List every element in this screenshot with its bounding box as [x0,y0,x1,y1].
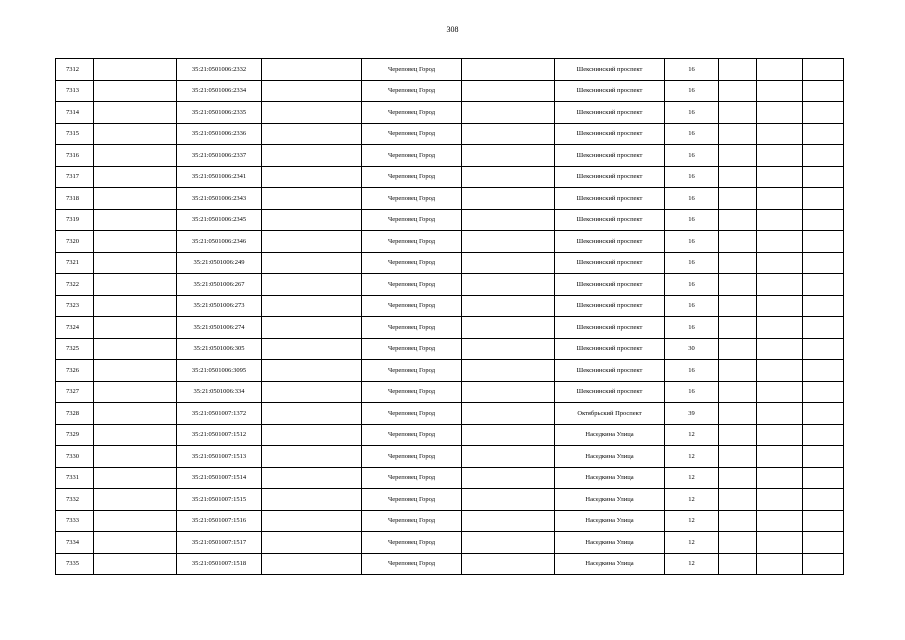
house-number-cell: 16 [665,102,719,124]
empty-cell [803,188,844,210]
empty-cell [719,295,757,317]
empty-cell [803,489,844,511]
empty-cell [719,252,757,274]
cadastral-number-cell: 35:21:0501007:1517 [177,532,262,554]
table-row [56,145,844,167]
street-cell: Шекснинский проспект [555,209,665,231]
street-cell: Октябрьский Проспект [555,403,665,425]
empty-cell [719,338,757,360]
empty-cell [757,553,803,575]
empty-cell [757,317,803,339]
empty-cell [94,381,177,403]
empty-cell [803,553,844,575]
record-number-cell: 7312 [56,59,94,81]
empty-cell [757,360,803,382]
empty-cell [462,123,555,145]
empty-cell [719,360,757,382]
empty-cell [94,317,177,339]
empty-cell [803,166,844,188]
street-cell: Шекснинский проспект [555,59,665,81]
house-number-cell: 16 [665,231,719,253]
empty-cell [719,209,757,231]
house-number-cell: 12 [665,489,719,511]
record-number-cell: 7330 [56,446,94,468]
house-number-cell: 12 [665,467,719,489]
street-cell: Шекснинский проспект [555,123,665,145]
empty-cell [462,295,555,317]
empty-cell [94,403,177,425]
cadastral-number-cell: 35:21:0501006:2337 [177,145,262,167]
table-row [56,403,844,425]
empty-cell [757,381,803,403]
empty-cell [803,403,844,425]
house-number-cell: 30 [665,338,719,360]
empty-cell [757,532,803,554]
table-row [56,532,844,554]
empty-cell [719,403,757,425]
empty-cell [94,80,177,102]
city-cell: Череповец Город [362,209,462,231]
city-cell: Череповец Город [362,403,462,425]
empty-cell [719,145,757,167]
city-cell: Череповец Город [362,381,462,403]
empty-cell [462,102,555,124]
empty-cell [262,446,362,468]
house-number-cell: 16 [665,360,719,382]
record-number-cell: 7318 [56,188,94,210]
city-cell: Череповец Город [362,188,462,210]
record-number-cell: 7327 [56,381,94,403]
city-cell: Череповец Город [362,80,462,102]
street-cell: Шекснинский проспект [555,317,665,339]
record-number-cell: 7329 [56,424,94,446]
empty-cell [262,553,362,575]
street-cell: Шекснинский проспект [555,231,665,253]
cadastral-number-cell: 35:21:0501007:1513 [177,446,262,468]
table-row [56,123,844,145]
empty-cell [262,166,362,188]
empty-cell [262,424,362,446]
city-cell: Череповец Город [362,102,462,124]
empty-cell [803,360,844,382]
empty-cell [803,274,844,296]
empty-cell [757,252,803,274]
empty-cell [94,188,177,210]
street-cell: Шекснинский проспект [555,360,665,382]
record-number-cell: 7322 [56,274,94,296]
record-number-cell: 7315 [56,123,94,145]
empty-cell [94,510,177,532]
empty-cell [757,467,803,489]
city-cell: Череповец Город [362,532,462,554]
city-cell: Череповец Город [362,467,462,489]
table-row [56,467,844,489]
record-number-cell: 7328 [56,403,94,425]
city-cell: Череповец Город [362,446,462,468]
cadastral-number-cell: 35:21:0501006:2332 [177,59,262,81]
empty-cell [757,489,803,511]
cadastral-number-cell: 35:21:0501006:334 [177,381,262,403]
empty-cell [462,231,555,253]
street-cell: Шекснинский проспект [555,80,665,102]
street-cell: Наседкина Улица [555,553,665,575]
table-row [56,317,844,339]
empty-cell [757,231,803,253]
empty-cell [803,252,844,274]
street-cell: Шекснинский проспект [555,295,665,317]
empty-cell [94,252,177,274]
empty-cell [262,360,362,382]
empty-cell [94,209,177,231]
table-row [56,338,844,360]
empty-cell [757,145,803,167]
empty-cell [719,381,757,403]
table-row [56,80,844,102]
empty-cell [462,424,555,446]
street-cell: Шекснинский проспект [555,252,665,274]
empty-cell [757,338,803,360]
city-cell: Череповец Город [362,317,462,339]
record-number-cell: 7335 [56,553,94,575]
empty-cell [94,145,177,167]
house-number-cell: 16 [665,381,719,403]
city-cell: Череповец Город [362,231,462,253]
cadastral-number-cell: 35:21:0501006:2334 [177,80,262,102]
table-row [56,295,844,317]
empty-cell [262,123,362,145]
cadastral-number-cell: 35:21:0501007:1515 [177,489,262,511]
empty-cell [94,274,177,296]
empty-cell [462,166,555,188]
empty-cell [462,489,555,511]
record-number-cell: 7326 [56,360,94,382]
empty-cell [262,532,362,554]
table-row [56,188,844,210]
house-number-cell: 16 [665,274,719,296]
record-number-cell: 7332 [56,489,94,511]
table-row [56,360,844,382]
street-cell: Наседкина Улица [555,489,665,511]
registry-table [55,58,844,575]
empty-cell [262,59,362,81]
record-number-cell: 7314 [56,102,94,124]
street-cell: Наседкина Улица [555,424,665,446]
empty-cell [719,188,757,210]
empty-cell [757,102,803,124]
empty-cell [94,446,177,468]
empty-cell [803,102,844,124]
empty-cell [262,188,362,210]
empty-cell [757,424,803,446]
empty-cell [462,446,555,468]
empty-cell [94,102,177,124]
cadastral-number-cell: 35:21:0501007:1514 [177,467,262,489]
street-cell: Наседкина Улица [555,510,665,532]
house-number-cell: 16 [665,80,719,102]
empty-cell [462,59,555,81]
house-number-cell: 16 [665,188,719,210]
city-cell: Череповец Город [362,166,462,188]
empty-cell [757,510,803,532]
street-cell: Шекснинский проспект [555,381,665,403]
house-number-cell: 16 [665,145,719,167]
empty-cell [462,338,555,360]
record-number-cell: 7320 [56,231,94,253]
empty-cell [757,166,803,188]
house-number-cell: 12 [665,510,719,532]
empty-cell [262,489,362,511]
empty-cell [262,145,362,167]
empty-cell [757,403,803,425]
empty-cell [262,231,362,253]
empty-cell [462,145,555,167]
empty-cell [719,467,757,489]
empty-cell [803,59,844,81]
house-number-cell: 16 [665,317,719,339]
street-cell: Шекснинский проспект [555,166,665,188]
empty-cell [94,360,177,382]
page-number: 308 [446,25,459,34]
empty-cell [94,532,177,554]
empty-cell [719,553,757,575]
empty-cell [462,209,555,231]
empty-cell [719,446,757,468]
empty-cell [462,188,555,210]
table-row [56,446,844,468]
empty-cell [462,274,555,296]
empty-cell [94,231,177,253]
cadastral-number-cell: 35:21:0501006:305 [177,338,262,360]
empty-cell [462,317,555,339]
empty-cell [262,274,362,296]
empty-cell [719,274,757,296]
empty-cell [719,123,757,145]
house-number-cell: 16 [665,252,719,274]
house-number-cell: 16 [665,166,719,188]
record-number-cell: 7333 [56,510,94,532]
city-cell: Череповец Город [362,338,462,360]
cadastral-number-cell: 35:21:0501006:274 [177,317,262,339]
empty-cell [262,338,362,360]
city-cell: Череповец Город [362,145,462,167]
cadastral-number-cell: 35:21:0501007:1516 [177,510,262,532]
empty-cell [94,166,177,188]
empty-cell [262,381,362,403]
empty-cell [462,80,555,102]
house-number-cell: 12 [665,424,719,446]
table-row [56,252,844,274]
cadastral-number-cell: 35:21:0501006:3095 [177,360,262,382]
cadastral-number-cell: 35:21:0501006:2345 [177,209,262,231]
empty-cell [757,446,803,468]
street-cell: Наседкина Улица [555,532,665,554]
empty-cell [262,510,362,532]
city-cell: Череповец Город [362,360,462,382]
table-row [56,381,844,403]
street-cell: Шекснинский проспект [555,145,665,167]
empty-cell [94,424,177,446]
empty-cell [94,553,177,575]
table-row [56,59,844,81]
empty-cell [803,467,844,489]
empty-cell [757,123,803,145]
empty-cell [757,274,803,296]
cadastral-number-cell: 35:21:0501006:267 [177,274,262,296]
empty-cell [262,252,362,274]
empty-cell [757,188,803,210]
empty-cell [803,446,844,468]
cadastral-number-cell: 35:21:0501007:1518 [177,553,262,575]
empty-cell [462,252,555,274]
table-row [56,166,844,188]
street-cell: Наседкина Улица [555,467,665,489]
house-number-cell: 16 [665,123,719,145]
empty-cell [462,403,555,425]
empty-cell [803,424,844,446]
house-number-cell: 12 [665,532,719,554]
record-number-cell: 7319 [56,209,94,231]
empty-cell [803,145,844,167]
city-cell: Череповец Город [362,489,462,511]
record-number-cell: 7321 [56,252,94,274]
empty-cell [462,553,555,575]
empty-cell [719,317,757,339]
cadastral-number-cell: 35:21:0501006:2341 [177,166,262,188]
city-cell: Череповец Город [362,424,462,446]
empty-cell [94,123,177,145]
city-cell: Череповец Город [362,59,462,81]
house-number-cell: 16 [665,59,719,81]
city-cell: Череповец Город [362,274,462,296]
empty-cell [757,80,803,102]
empty-cell [719,166,757,188]
city-cell: Череповец Город [362,252,462,274]
house-number-cell: 16 [665,209,719,231]
registry-table-body [56,59,844,575]
empty-cell [719,102,757,124]
empty-cell [94,489,177,511]
cadastral-number-cell: 35:21:0501006:2335 [177,102,262,124]
empty-cell [262,317,362,339]
empty-cell [94,59,177,81]
house-number-cell: 16 [665,295,719,317]
empty-cell [462,532,555,554]
empty-cell [757,209,803,231]
table-row [56,231,844,253]
cadastral-number-cell: 35:21:0501007:1512 [177,424,262,446]
record-number-cell: 7331 [56,467,94,489]
cadastral-number-cell: 35:21:0501006:273 [177,295,262,317]
empty-cell [719,510,757,532]
street-cell: Шекснинский проспект [555,188,665,210]
empty-cell [462,360,555,382]
empty-cell [719,532,757,554]
table-row [56,209,844,231]
cadastral-number-cell: 35:21:0501006:2346 [177,231,262,253]
empty-cell [94,295,177,317]
empty-cell [262,80,362,102]
empty-cell [262,102,362,124]
house-number-cell: 12 [665,446,719,468]
empty-cell [94,467,177,489]
street-cell: Шекснинский проспект [555,338,665,360]
empty-cell [719,80,757,102]
cadastral-number-cell: 35:21:0501006:2336 [177,123,262,145]
empty-cell [94,338,177,360]
city-cell: Череповец Город [362,295,462,317]
city-cell: Череповец Город [362,510,462,532]
street-cell: Наседкина Улица [555,446,665,468]
record-number-cell: 7316 [56,145,94,167]
empty-cell [262,209,362,231]
house-number-cell: 12 [665,553,719,575]
empty-cell [803,295,844,317]
empty-cell [262,403,362,425]
empty-cell [803,209,844,231]
record-number-cell: 7334 [56,532,94,554]
empty-cell [719,489,757,511]
table-row [56,424,844,446]
table-row [56,489,844,511]
empty-cell [262,467,362,489]
empty-cell [462,381,555,403]
street-cell: Шекснинский проспект [555,274,665,296]
city-cell: Череповец Город [362,553,462,575]
table-row [56,274,844,296]
record-number-cell: 7313 [56,80,94,102]
empty-cell [803,231,844,253]
city-cell: Череповец Город [362,123,462,145]
empty-cell [719,231,757,253]
empty-cell [803,381,844,403]
empty-cell [719,424,757,446]
record-number-cell: 7323 [56,295,94,317]
cadastral-number-cell: 35:21:0501007:1372 [177,403,262,425]
record-number-cell: 7317 [56,166,94,188]
house-number-cell: 39 [665,403,719,425]
empty-cell [462,467,555,489]
table-row [56,510,844,532]
table-row [56,553,844,575]
empty-cell [757,295,803,317]
empty-cell [262,295,362,317]
empty-cell [803,532,844,554]
empty-cell [757,59,803,81]
empty-cell [719,59,757,81]
cadastral-number-cell: 35:21:0501006:249 [177,252,262,274]
street-cell: Шекснинский проспект [555,102,665,124]
cadastral-number-cell: 35:21:0501006:2343 [177,188,262,210]
empty-cell [462,510,555,532]
empty-cell [803,510,844,532]
record-number-cell: 7324 [56,317,94,339]
record-number-cell: 7325 [56,338,94,360]
table-row [56,102,844,124]
empty-cell [803,317,844,339]
empty-cell [803,123,844,145]
empty-cell [803,338,844,360]
empty-cell [803,80,844,102]
